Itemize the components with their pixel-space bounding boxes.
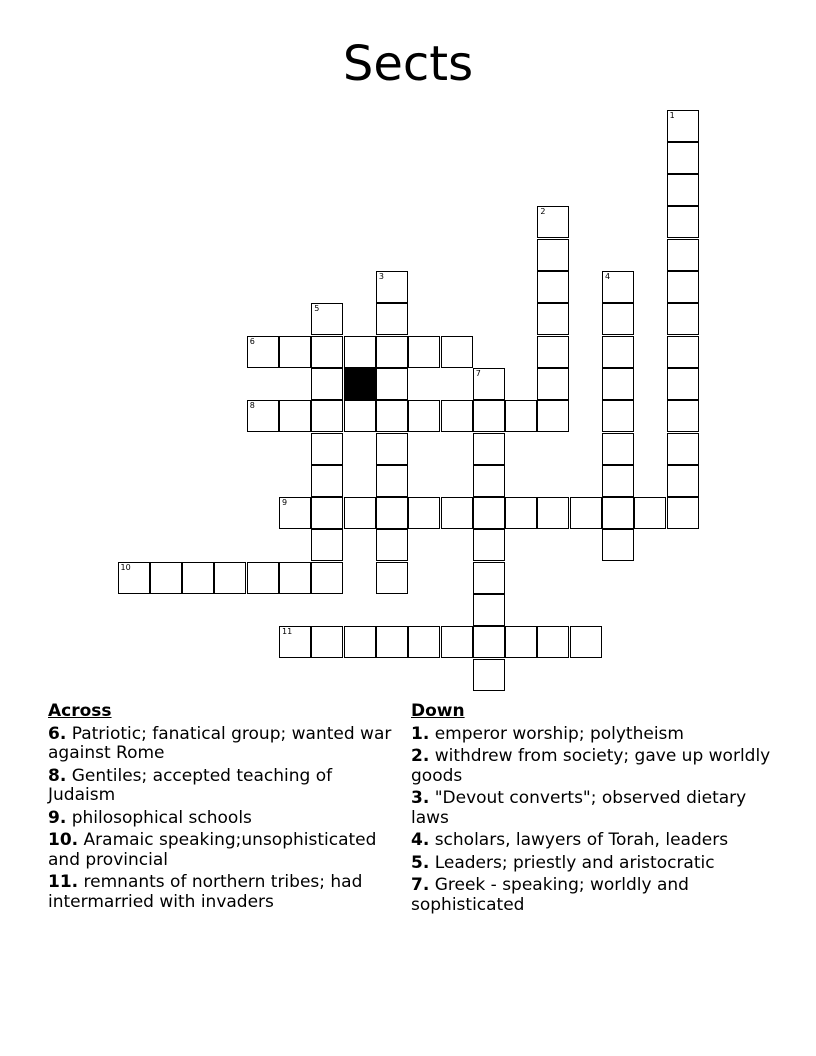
clue-number-label: 5 xyxy=(314,304,320,314)
across-clue-11 xyxy=(48,873,398,912)
clue-number: 5. xyxy=(411,852,430,873)
crossword-cell[interactable] xyxy=(311,303,343,335)
crossword-cell[interactable] xyxy=(279,400,311,432)
down-clue-4 xyxy=(411,831,771,851)
crossword-cell[interactable] xyxy=(667,465,699,497)
crossword-cell[interactable] xyxy=(602,529,634,561)
clue-number: 7. xyxy=(411,875,430,895)
black-square xyxy=(344,368,376,400)
crossword-cell[interactable] xyxy=(667,239,699,271)
crossword-cell[interactable] xyxy=(376,400,408,432)
crossword-cell[interactable] xyxy=(376,626,408,658)
crossword-cell[interactable] xyxy=(376,303,408,335)
crossword-cell[interactable] xyxy=(602,465,634,497)
puzzle-title: Sects xyxy=(342,36,474,92)
clue-text: Gentiles; accepted teaching of Judaism xyxy=(48,765,333,805)
clue-number: 6. xyxy=(48,723,67,744)
crossword-cell[interactable] xyxy=(505,497,537,529)
crossword-cell[interactable] xyxy=(473,626,505,658)
down-clue-7 xyxy=(411,876,771,915)
crossword-cell[interactable] xyxy=(311,562,343,594)
crossword-cell[interactable] xyxy=(311,433,343,465)
crossword-cell[interactable] xyxy=(441,497,473,529)
crossword-cell[interactable] xyxy=(473,368,505,400)
crossword-cell[interactable] xyxy=(537,626,569,658)
across-clue-8 xyxy=(48,767,398,806)
crossword-cell[interactable] xyxy=(118,562,150,594)
crossword-cell[interactable] xyxy=(667,206,699,238)
crossword-cell[interactable] xyxy=(182,562,214,594)
clue-text: "Devout converts"; observed dietary laws xyxy=(411,788,747,828)
crossword-cell[interactable] xyxy=(441,336,473,368)
crossword-cell[interactable] xyxy=(376,368,408,400)
clue-number-label: 1 xyxy=(669,110,675,120)
crossword-cell[interactable] xyxy=(311,336,343,368)
clue-text: remnants of northern tribes; had intermarried with invaders xyxy=(48,872,363,912)
crossword-cell[interactable] xyxy=(667,336,699,368)
crossword-cell[interactable] xyxy=(279,497,311,529)
crossword-cell[interactable] xyxy=(667,174,699,206)
crossword-cell[interactable] xyxy=(441,626,473,658)
crossword-cell[interactable] xyxy=(473,465,505,497)
crossword-cell[interactable] xyxy=(279,562,311,594)
crossword-cell[interactable] xyxy=(376,271,408,303)
clue-number-label: 7 xyxy=(475,368,481,378)
crossword-cell[interactable] xyxy=(408,400,440,432)
crossword-cell[interactable] xyxy=(667,110,699,142)
crossword-cell[interactable] xyxy=(311,529,343,561)
crossword-cell[interactable] xyxy=(214,562,246,594)
crossword-cell[interactable] xyxy=(376,529,408,561)
crossword-cell[interactable] xyxy=(505,400,537,432)
across-clue-6 xyxy=(48,725,398,764)
clue-text: philosophical schools xyxy=(71,807,252,828)
clue-text: Greek - speaking; worldly and sophisticated xyxy=(411,875,689,915)
crossword-cell[interactable] xyxy=(441,400,473,432)
crossword-cell[interactable] xyxy=(311,368,343,400)
crossword-cell[interactable] xyxy=(667,142,699,174)
clue-number: 9. xyxy=(48,807,67,828)
crossword-cell[interactable] xyxy=(247,336,279,368)
clue-number-label: 3 xyxy=(378,272,384,281)
crossword-cell[interactable] xyxy=(247,562,279,594)
down-clue-5 xyxy=(411,854,771,874)
crossword-cell[interactable] xyxy=(408,497,440,529)
crossword-cell[interactable] xyxy=(667,271,699,303)
crossword-cell[interactable] xyxy=(602,400,634,432)
crossword-cell[interactable] xyxy=(667,433,699,465)
crossword-cell[interactable] xyxy=(537,271,569,303)
crossword-cell[interactable] xyxy=(376,433,408,465)
across-clues xyxy=(48,702,398,915)
crossword-cell[interactable] xyxy=(344,336,376,368)
crossword-cell[interactable] xyxy=(150,562,182,594)
crossword-cell[interactable] xyxy=(602,303,634,335)
crossword-cell[interactable] xyxy=(344,497,376,529)
crossword-cell[interactable] xyxy=(311,400,343,432)
clue-number: 2. xyxy=(411,746,430,766)
crossword-cell[interactable] xyxy=(602,497,634,529)
clue-text: emperor worship; polytheism xyxy=(434,723,684,744)
clue-text: Patriotic; fanatical group; wanted war against Rome xyxy=(48,723,392,763)
crossword-cell[interactable] xyxy=(376,336,408,368)
crossword-cell[interactable] xyxy=(473,433,505,465)
clue-number: 11. xyxy=(48,872,79,892)
crossword-cell[interactable] xyxy=(473,562,505,594)
crossword-cell[interactable] xyxy=(344,400,376,432)
crossword-cell[interactable] xyxy=(505,626,537,658)
across-heading: Across xyxy=(48,701,112,721)
clue-number: 10. xyxy=(48,830,79,850)
clue-text: Leaders; priestly and aristocratic xyxy=(434,852,715,873)
crossword-cell[interactable] xyxy=(537,206,569,238)
down-clue-2 xyxy=(411,747,771,786)
crossword-cell[interactable] xyxy=(376,465,408,497)
clue-number-label: 4 xyxy=(605,272,611,281)
crossword-cell[interactable] xyxy=(537,368,569,400)
crossword-cell[interactable] xyxy=(537,239,569,271)
clue-number-label: 9 xyxy=(282,498,288,508)
crossword-cell[interactable] xyxy=(311,465,343,497)
crossword-cell[interactable] xyxy=(667,497,699,529)
down-heading: Down xyxy=(411,701,465,721)
clue-number-label: 10 xyxy=(120,562,131,572)
crossword-cell[interactable] xyxy=(537,336,569,368)
crossword-cell[interactable] xyxy=(279,336,311,368)
clue-number: 1. xyxy=(411,723,430,744)
clue-number: 4. xyxy=(411,830,430,850)
crossword-cell[interactable] xyxy=(247,400,279,432)
crossword-cell[interactable] xyxy=(473,659,505,691)
crossword-cell[interactable] xyxy=(344,626,376,658)
clue-text: scholars, lawyers of Torah, leaders xyxy=(434,830,729,850)
clue-number: 8. xyxy=(48,765,67,786)
crossword-cell[interactable] xyxy=(537,400,569,432)
clue-number-label: 6 xyxy=(249,336,255,346)
crossword-cell[interactable] xyxy=(311,497,343,529)
crossword-cell[interactable] xyxy=(570,497,602,529)
crossword-cell[interactable] xyxy=(408,626,440,658)
crossword-cell[interactable] xyxy=(473,400,505,432)
crossword-cell[interactable] xyxy=(602,336,634,368)
crossword-cell[interactable] xyxy=(408,336,440,368)
clue-number-label: 2 xyxy=(540,207,546,217)
clue-text: Aramaic speaking;unsophisticated and provincial xyxy=(48,830,377,870)
down-clues xyxy=(411,702,771,918)
crossword-cell[interactable] xyxy=(376,562,408,594)
crossword-cell[interactable] xyxy=(376,497,408,529)
clue-text: withdrew from society; gave up worldly goods xyxy=(411,746,771,786)
clue-number-label: 8 xyxy=(249,401,255,411)
crossword-cell[interactable] xyxy=(602,368,634,400)
crossword-cell[interactable] xyxy=(667,400,699,432)
down-clue-3 xyxy=(411,789,771,828)
crossword-cell[interactable] xyxy=(667,303,699,335)
crossword-cell[interactable] xyxy=(473,497,505,529)
crossword-cell[interactable] xyxy=(602,271,634,303)
crossword-cell[interactable] xyxy=(279,626,311,658)
crossword-cell[interactable] xyxy=(537,303,569,335)
crossword-cell[interactable] xyxy=(311,626,343,658)
crossword-cell[interactable] xyxy=(473,594,505,626)
across-clue-9 xyxy=(48,809,398,829)
crossword-cell[interactable] xyxy=(634,497,666,529)
clue-number-label: 11 xyxy=(282,627,293,637)
crossword-cell[interactable] xyxy=(570,626,602,658)
across-clue-10 xyxy=(48,831,398,870)
crossword-cell[interactable] xyxy=(602,433,634,465)
down-clue-1 xyxy=(411,725,771,745)
clue-number: 3. xyxy=(411,788,430,808)
crossword-cell[interactable] xyxy=(537,497,569,529)
crossword-cell[interactable] xyxy=(667,368,699,400)
crossword-cell[interactable] xyxy=(473,529,505,561)
